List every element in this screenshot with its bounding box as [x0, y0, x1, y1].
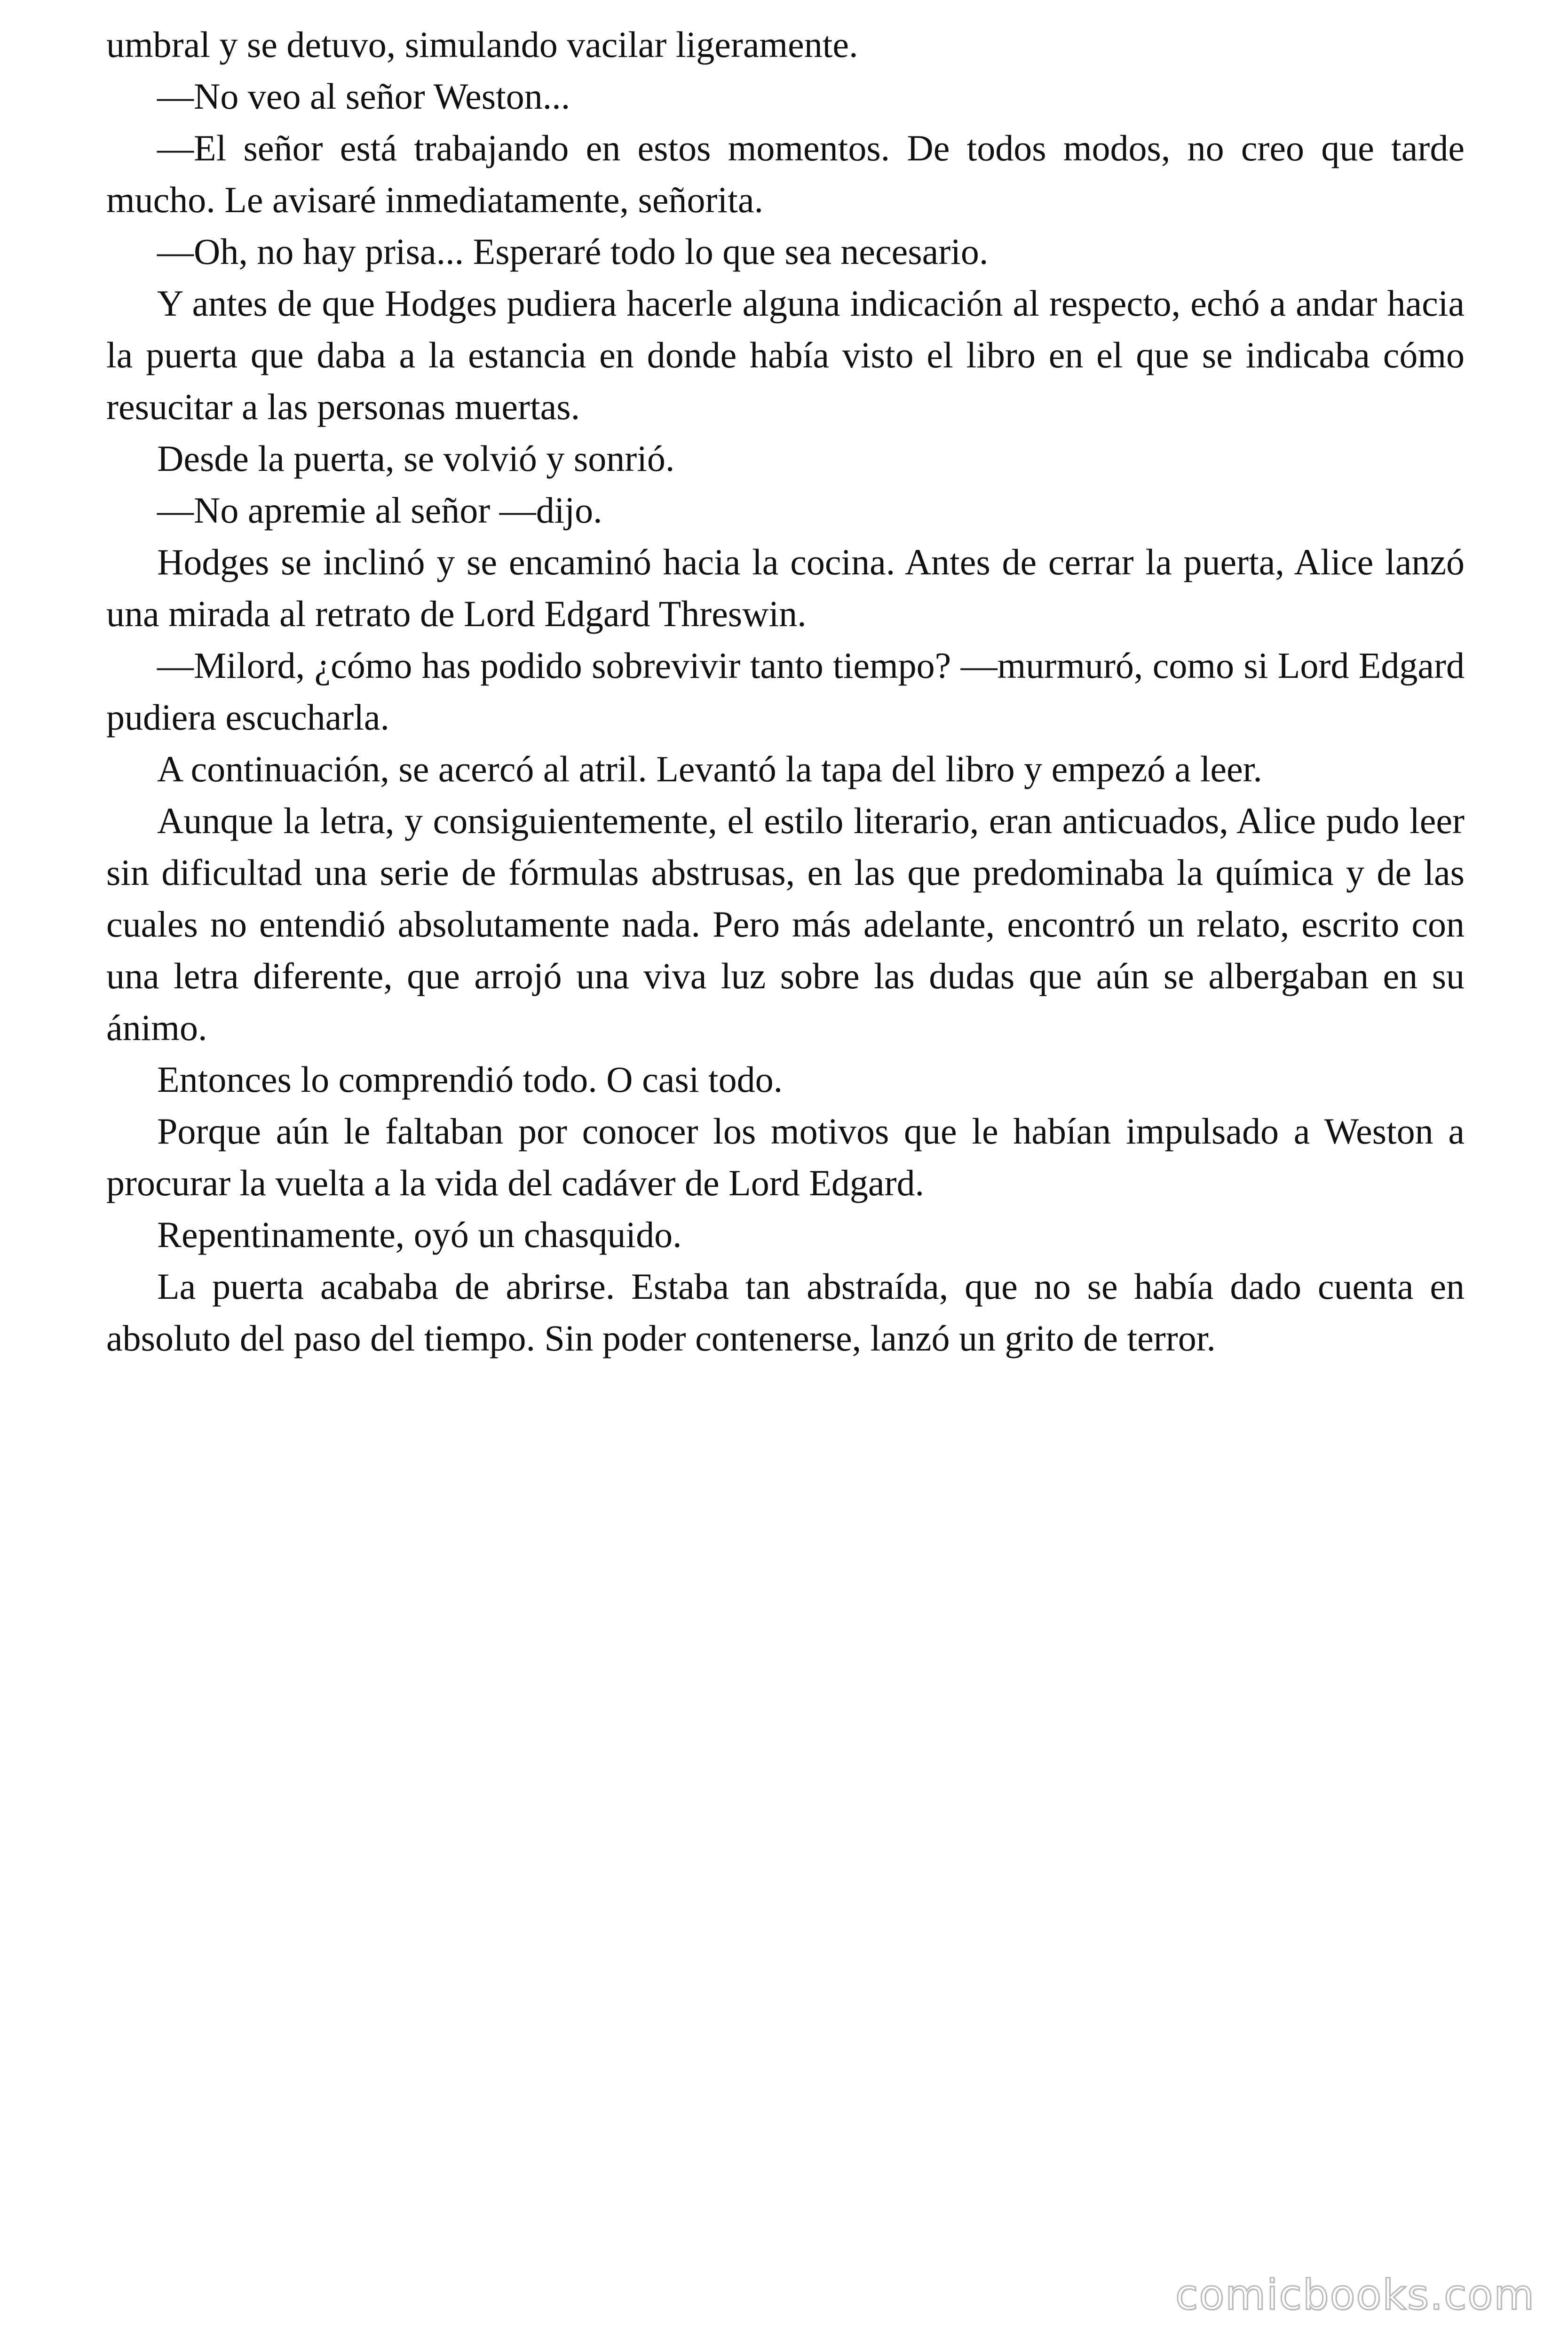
- paragraph-5: Y antes de que Hodges pudiera hacerle alguna indicación al respecto, echó a andar hacia la puerta que daba a la estancia en donde había visto el libro en el que se indicaba cómo resucitar a las personas muertas.: [106, 283, 1465, 427]
- paragraph-4: —Oh, no hay prisa... Esperaré todo lo que sea necesario.: [157, 231, 989, 272]
- paragraph-6: Desde la puerta, se volvió y sonrió.: [157, 438, 675, 479]
- paragraph-11: Aunque la letra, y consiguientemente, el estilo literario, eran anticuados, Alice pudo leer sin dificultad una serie de fórmulas abstrusas, en las que predominaba la química y de las cuales no entendió absolutamente nada. Pero más adelante, encontró un relato, escrito con una letra diferente, que arrojó una viva luz sobre las dudas que aún se albergaban en su ánimo.: [106, 800, 1465, 1048]
- paragraph-8: Hodges se inclinó y se encaminó hacia la cocina. Antes de cerrar la puerta, Alice lanzó una mirada al retrato de Lord Edgard Threswin.: [106, 541, 1465, 634]
- paragraph-2: —No veo al señor Weston...: [157, 76, 570, 117]
- paragraph-7: —No apremie al señor —dijo.: [157, 490, 602, 531]
- paragraph-9: —Milord, ¿cómo has podido sobrevivir tanto tiempo? —murmuró, como si Lord Edgard pudiera escucharla.: [106, 645, 1465, 738]
- paragraph-12: Entonces lo comprendió todo. O casi todo.: [157, 1059, 783, 1100]
- text-body: [106, 19, 1465, 1364]
- paragraph-13: Porque aún le faltaban por conocer los motivos que le habían impulsado a Weston a procurar la vuelta a la vida del cadáver de Lord Edgard.: [106, 1111, 1465, 1203]
- paragraph-14: Repentinamente, oyó un chasquido.: [157, 1214, 682, 1255]
- paragraph-3: —El señor está trabajando en estos momentos. De todos modos, no creo que tarde mucho. Le avisaré inmediatamente, señorita.: [106, 127, 1465, 220]
- site-watermark: comicbooks.com: [1175, 2271, 1535, 2319]
- paragraph-1: umbral y se detuvo, simulando vacilar ligeramente.: [106, 24, 858, 65]
- paragraph-10: A continuación, se acercó al atril. Levantó la tapa del libro y empezó a leer.: [157, 748, 1262, 789]
- paragraph-15: La puerta acababa de abrirse. Estaba tan abstraída, que no se había dado cuenta en absoluto del paso del tiempo. Sin poder contenerse, lanzó un grito de terror.: [106, 1266, 1465, 1359]
